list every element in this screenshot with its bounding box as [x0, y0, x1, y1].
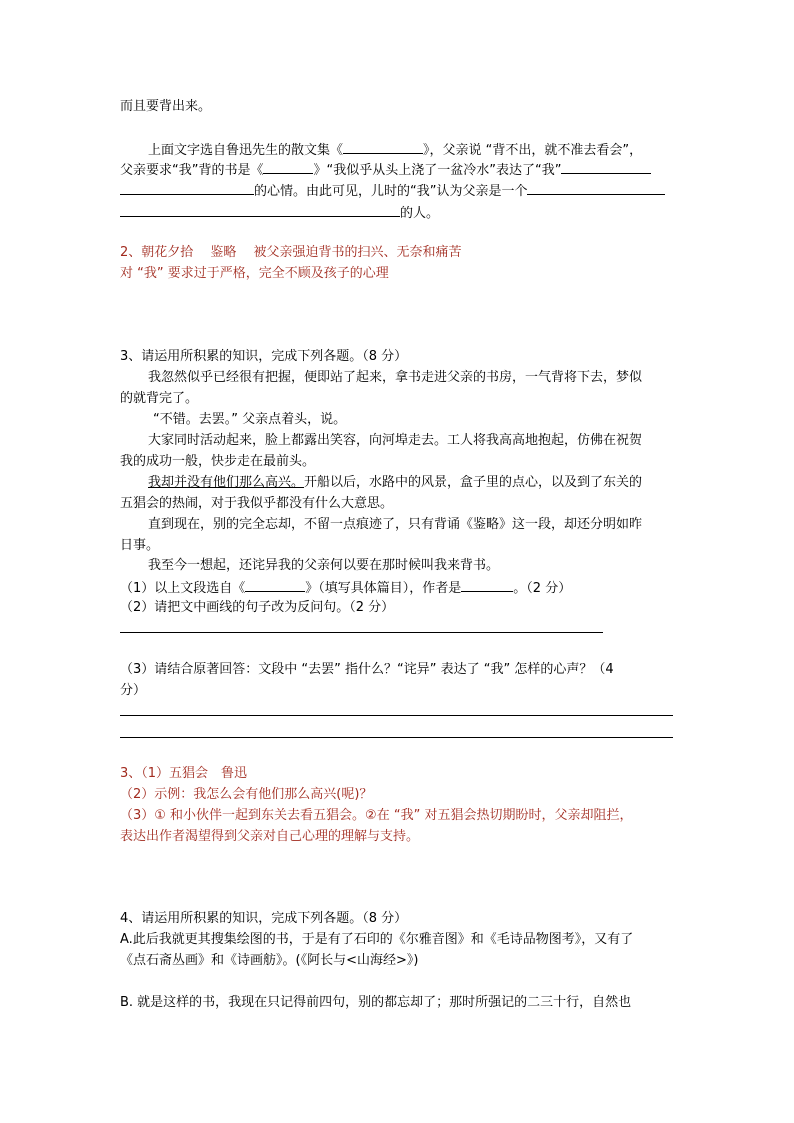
passage-a-line-1: A.此后我就更其搜集绘图的书，于是有了石印的《尔雅音图》和《毛诗品物图考》，又有了: [120, 932, 634, 947]
underlined-sentence: 我却并没有他们那么高兴。: [148, 475, 305, 490]
answer-blank[interactable]: [561, 160, 651, 174]
passage-line: 直到现在，别的完全忘却，不留一点痕迹了，只有背诵《鉴略》这一段，却还分明如昨: [148, 517, 643, 532]
answer-3-line-3: （3）① 和小伙伴一起到东关去看五猖会。②在 “我” 对五猖会热切期盼时，父亲却阻拦，: [120, 808, 633, 823]
q2-text: 的心情。由此可见，儿时的“我”认为父亲是一个: [254, 184, 528, 199]
sub-question-2: （2）请把文中画线的句子改为反问句。（2 分）: [120, 600, 395, 615]
passage-line: 日事。: [120, 538, 160, 553]
passage-a-line-2: 《点石斋丛画》和《诗画舫》。(《阿长与<山海经>》): [120, 953, 419, 968]
answer-blank[interactable]: [527, 181, 665, 195]
passage-text: 开船以后，水路中的风景，盒子里的点心，以及到了东关的: [304, 475, 643, 490]
q2-text: 父亲要求“我”背的书是《: [120, 163, 264, 178]
sub-question-text: （1）以上文段选自《: [120, 581, 246, 596]
sub-question-1: [120, 578, 571, 598]
answer-3-line-1: 3、（1）五猖会 鲁迅: [120, 766, 248, 781]
passage-line: 我至今一想起，还诧异我的父亲何以要在那时候叫我来背书。: [148, 558, 500, 573]
answer-blank[interactable]: [263, 160, 313, 174]
passage-b-line-1: B. 就是这样的书，我现在只记得前四句，别的都忘却了；那时所强记的二三十行，自然也: [120, 995, 632, 1010]
sub-question-3: （3）请结合原著回答：文段中 “去罢” 指什么？“诧异” 表达了 “我” 怎样的心声？（4: [120, 662, 614, 677]
q2-line-4: [120, 203, 439, 223]
answer-blank[interactable]: [120, 181, 254, 195]
answer-blank[interactable]: [245, 578, 305, 592]
passage-line: [148, 474, 642, 492]
answer-blank[interactable]: [461, 578, 513, 592]
answer-line[interactable]: [120, 632, 603, 633]
sub-question-text: 。（2 分）: [513, 581, 572, 596]
sub-question-3-cont: 分）: [120, 683, 147, 698]
answer-line[interactable]: [120, 715, 673, 716]
answer-2-line-2: 对 “我” 要求过于严格，完全不顾及孩子的心理: [120, 266, 389, 281]
q2-line-1: [148, 140, 642, 160]
passage-line: 五猖会的热闹，对于我似乎都没有什么大意思。: [120, 496, 394, 511]
answer-blank[interactable]: [343, 140, 423, 154]
answer-blank[interactable]: [120, 203, 400, 217]
answer-3-line-4: 表达出作者渴望得到父亲对自己心理的理解与支持。: [120, 829, 420, 844]
passage-line: 我的成功一般，快步走在最前头。: [120, 454, 316, 469]
passage-line: “不错。去罢。” 父亲点着头，说。: [153, 412, 347, 427]
q2-text: 上面文字选自鲁迅先生的散文集《: [148, 143, 344, 158]
passage-line: 的就背完了。: [120, 391, 199, 406]
q2-text: 》，父亲说 “背不出，就不准去看会”，: [423, 143, 643, 158]
passage-line: 我忽然似乎已经很有把握，便即站了起来，拿书走进父亲的书房，一气背将下去，梦似: [148, 370, 643, 385]
sub-question-text: 》（填写具体篇目），作者是: [305, 581, 462, 596]
q2-text: 》“我似乎从头上浇了一盆冷水”表达了“我”: [313, 163, 562, 178]
q2-line-3: [120, 181, 665, 201]
question-4-heading: 4、请运用所积累的知识，完成下列各题。（8 分）: [120, 911, 408, 926]
answer-2-line-1: 2、朝花夕拾 鉴略 被父亲强迫背书的扫兴、无奈和痛苦: [120, 245, 462, 260]
q2-line-2: [120, 160, 651, 180]
question-3-heading: 3、请运用所积累的知识，完成下列各题。（8 分）: [120, 349, 408, 364]
q2-text: 的人。: [400, 206, 440, 221]
passage-ending: 而且要背出来。: [120, 99, 212, 114]
answer-line[interactable]: [120, 737, 673, 738]
answer-3-line-2: （2）示例：我怎么会有他们那么高兴(呢)？: [120, 787, 373, 802]
passage-line: 大家同时活动起来，脸上都露出笑容，向河埠走去。工人将我高高地抱起，仿佛在祝贺: [148, 433, 643, 448]
